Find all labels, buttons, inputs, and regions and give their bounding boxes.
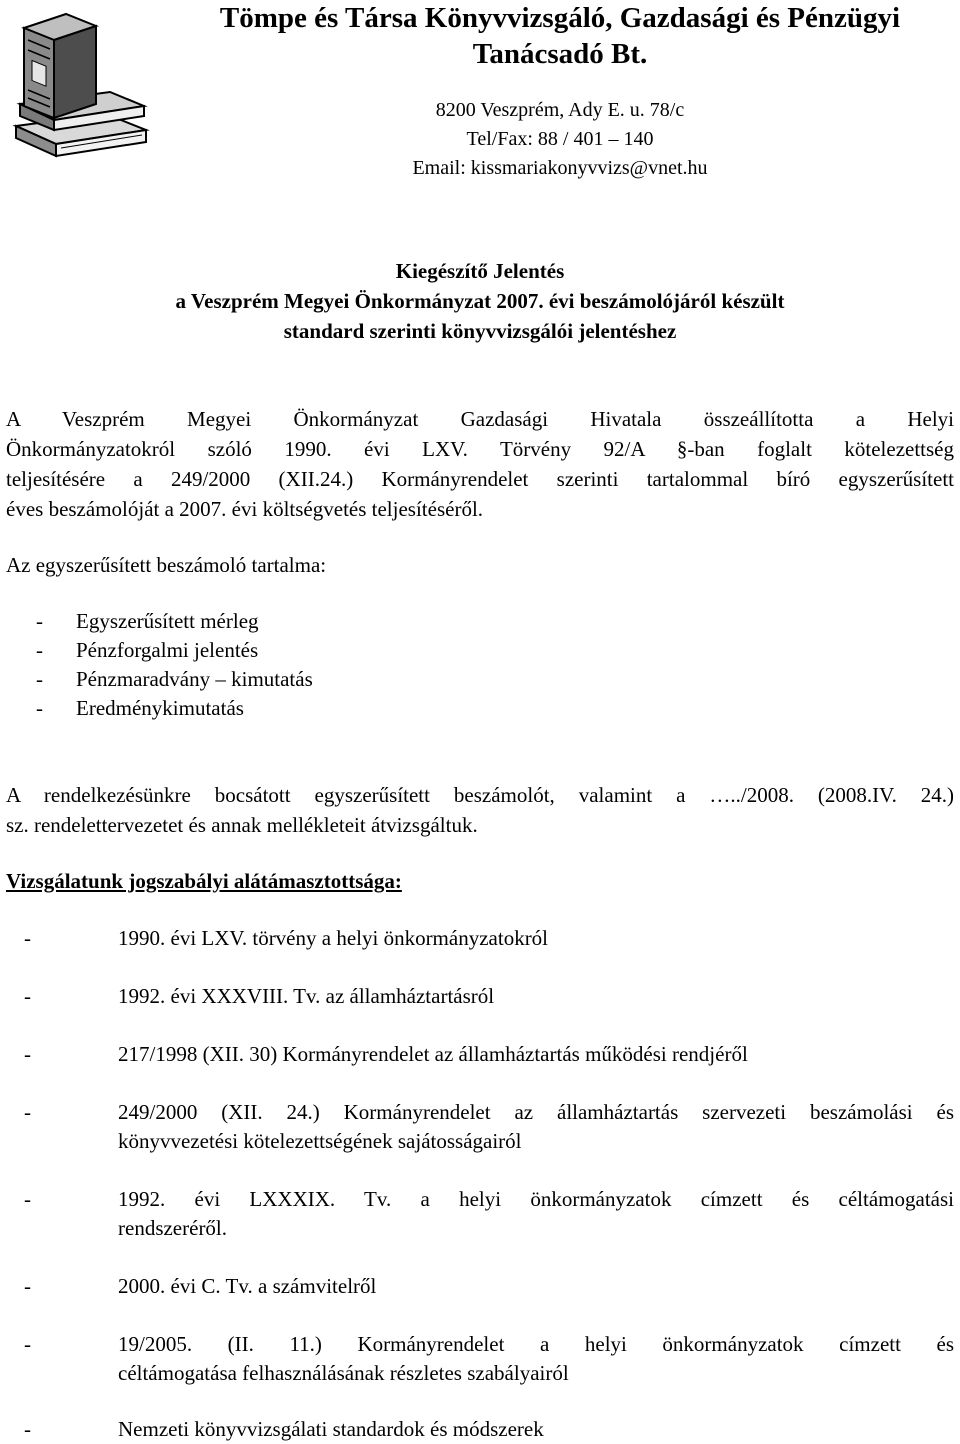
intro-paragraph — [6, 404, 954, 524]
law-text: 1990. évi LXV. törvény a helyi önkormányzatokról — [118, 926, 549, 950]
law-dash: - — [24, 1274, 31, 1298]
law-text: 1992. évi XXXVIII. Tv. az államháztartásról — [118, 984, 495, 1008]
law-text-cont: céltámogatása felhasználásának részletes szabályairól — [118, 1361, 569, 1385]
firm-name-line1: Tömpe és Társa Könyvvizsgáló, Gazdasági és Pénzügyi — [219, 2, 901, 34]
received-line: sz. rendelettervezetet és annak mellékleteit átvizsgáltuk. — [6, 813, 478, 837]
list-dash: - — [36, 696, 43, 720]
list-dash: - — [36, 638, 43, 662]
legal-basis-heading: Vizsgálatunk jogszabályi alátámasztottsága: — [6, 869, 402, 893]
law-dash: - — [24, 984, 31, 1008]
list-item — [36, 664, 960, 693]
firm-name — [170, 0, 950, 72]
law-text: 2000. évi C. Tv. a számvitelről — [118, 1274, 377, 1298]
report-title-line2: a Veszprém Megyei Önkormányzat 2007. évi beszámolójáról készült — [175, 289, 785, 313]
list-item — [36, 693, 960, 722]
contents-heading: Az egyszerűsített beszámoló tartalma: — [6, 553, 327, 577]
list-dash: - — [36, 667, 43, 691]
books-stack-icon — [6, 6, 156, 158]
law-dash: - — [24, 1417, 31, 1441]
firm-name-line2: Tanácsadó Bt. — [472, 38, 648, 70]
law-text-cont: rendszeréről. — [118, 1216, 228, 1240]
contact-block — [170, 96, 950, 183]
report-title-line1: Kiegészítő Jelentés — [395, 259, 565, 283]
report-title-line3: standard szerinti könyvvizsgálói jelentéshez — [283, 319, 677, 343]
intro-line: éves beszámolóját a 2007. évi költségvetés teljesítéséről. — [6, 497, 484, 521]
law-text: Nemzeti könyvvizsgálati standardok és módszerek — [118, 1417, 544, 1441]
list-item — [36, 635, 960, 664]
law-text: 19/2005. (II. 11.) Kormányrendelet a helyi önkormányzatok címzett és — [118, 1332, 954, 1356]
law-dash: - — [24, 926, 31, 950]
law-dash: - — [24, 1187, 31, 1211]
list-item-text: Pénzforgalmi jelentés — [76, 638, 259, 662]
contents-list — [36, 606, 960, 722]
address: 8200 Veszprém, Ady E. u. 78/c — [435, 99, 685, 121]
list-item-text: Egyszerűsített mérleg — [76, 609, 259, 633]
law-dash: - — [24, 1100, 31, 1124]
list-item-text: Eredménykimutatás — [76, 696, 244, 720]
list-item — [36, 606, 960, 635]
email: Email: kissmariakonyvvizs@vnet.hu — [412, 157, 708, 179]
report-title — [0, 256, 960, 346]
law-dash: - — [24, 1042, 31, 1066]
law-text: 249/2000 (XII. 24.) Kormányrendelet az államháztartás szervezeti beszámolási és — [118, 1100, 954, 1124]
intro-line: teljesítésére a 249/2000 (XII.24.) Kormányrendelet szerinti tartalommal bíró egyszerűsített — [6, 467, 954, 491]
list-dash: - — [36, 609, 43, 633]
law-dash: - — [24, 1332, 31, 1356]
received-paragraph — [6, 780, 954, 840]
law-text: 217/1998 (XII. 30) Kormányrendelet az államháztartás működési rendjéről — [118, 1042, 748, 1066]
intro-line: A Veszprém Megyei Önkormányzat Gazdasági Hivatala összeállította a Helyi — [6, 407, 954, 431]
law-text: 1992. évi LXXXIX. Tv. a helyi önkormányzatok címzett és céltámogatási — [118, 1187, 954, 1211]
list-item-text: Pénzmaradvány – kimutatás — [76, 667, 313, 691]
phone: Tel/Fax: 88 / 401 – 140 — [466, 128, 654, 150]
intro-line: Önkormányzatokról szóló 1990. évi LXV. Törvény 92/A §-ban foglalt kötelezettség — [6, 437, 954, 461]
law-text-cont: könyvvezetési kötelezettségének sajátosságairól — [118, 1129, 522, 1153]
received-line: A rendelkezésünkre bocsátott egyszerűsített beszámolót, valamint a …../2008. (2008.IV. 24.) — [6, 783, 954, 807]
